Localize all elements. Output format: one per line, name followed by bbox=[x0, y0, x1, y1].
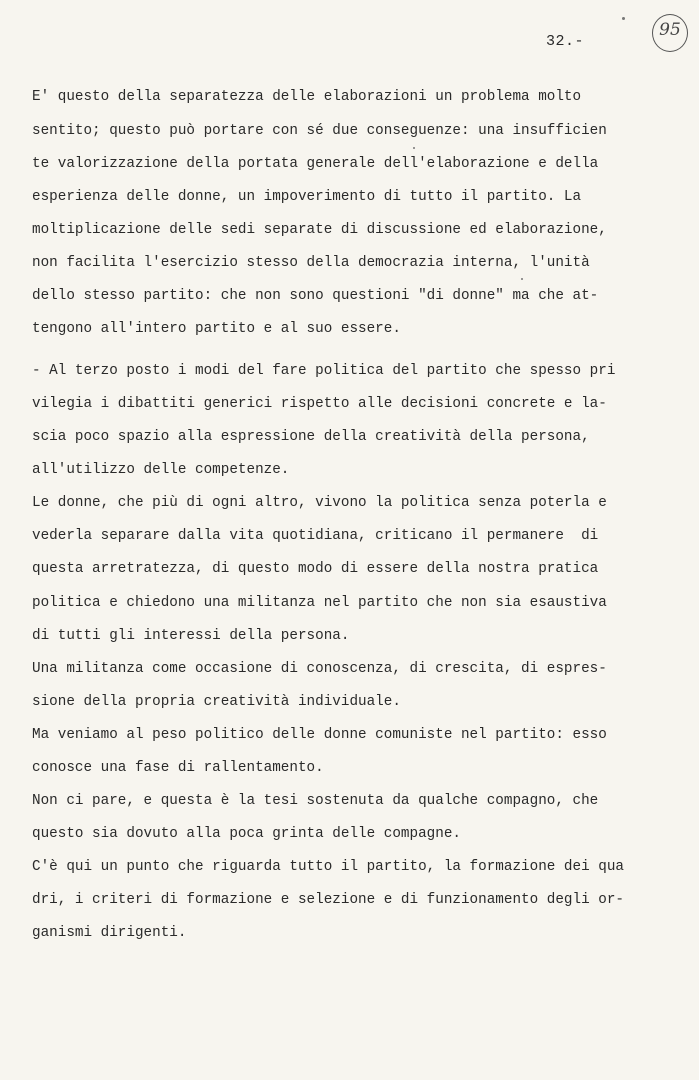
text-line: sione della propria creatività individuale. bbox=[32, 694, 401, 710]
text-line: Ma veniamo al peso politico delle donne comuniste nel partito: esso bbox=[32, 727, 607, 743]
text-line: Una militanza come occasione di conoscenza, di crescita, di espres- bbox=[32, 661, 607, 677]
text-line: di tutti gli interessi della persona. bbox=[32, 628, 350, 644]
paper-speck bbox=[622, 17, 625, 20]
text-line: Non ci pare, e questa è la tesi sostenuta da qualche compagno, che bbox=[32, 793, 599, 809]
paper-speck bbox=[521, 278, 523, 280]
text-line: esperienza delle donne, un impoverimento di tutto il partito. La bbox=[32, 189, 582, 205]
paper-speck bbox=[413, 147, 415, 149]
page-number: 32.- bbox=[546, 33, 585, 50]
text-line: moltiplicazione delle sedi separate di discussione ed elaborazione, bbox=[32, 222, 607, 238]
text-line: C'è qui un punto che riguarda tutto il partito, la formazione dei qua bbox=[32, 859, 624, 875]
text-line: all'utilizzo delle competenze. bbox=[32, 462, 290, 478]
text-line: sentito; questo può portare con sé due conseguenze: una insufficien bbox=[32, 123, 607, 139]
text-line: E' questo della separatezza delle elaborazioni un problema molto bbox=[32, 89, 582, 105]
text-line: Le donne, che più di ogni altro, vivono la politica senza poterla e bbox=[32, 495, 607, 511]
text-line: scia poco spazio alla espressione della creatività della persona, bbox=[32, 429, 590, 445]
text-line: vilegia i dibattiti generici rispetto alle decisioni concrete e la- bbox=[32, 396, 607, 412]
archive-stamp bbox=[652, 14, 690, 54]
text-line: dri, i criteri di formazione e selezione e di funzionamento degli or- bbox=[32, 892, 624, 908]
text-line: vederla separare dalla vita quotidiana, criticano il permanere di bbox=[32, 528, 599, 544]
text-line: te valorizzazione della portata generale dell'elaborazione e della bbox=[32, 156, 599, 172]
text-line: - Al terzo posto i modi del fare politica del partito che spesso pri bbox=[32, 363, 616, 379]
text-line: ganismi dirigenti. bbox=[32, 925, 187, 941]
text-line: questo sia dovuto alla poca grinta delle compagne. bbox=[32, 826, 461, 842]
text-line: dello stesso partito: che non sono questioni "di donne" ma che at- bbox=[32, 288, 599, 304]
text-line: tengono all'intero partito e al suo essere. bbox=[32, 321, 401, 337]
text-line: non facilita l'esercizio stesso della democrazia interna, l'unità bbox=[32, 255, 590, 271]
stamp-number: 95 bbox=[659, 20, 681, 40]
text-line: questa arretratezza, di questo modo di essere della nostra pratica bbox=[32, 561, 599, 577]
text-line: politica e chiedono una militanza nel partito che non sia esaustiva bbox=[32, 595, 607, 611]
text-line: conosce una fase di rallentamento. bbox=[32, 760, 324, 776]
